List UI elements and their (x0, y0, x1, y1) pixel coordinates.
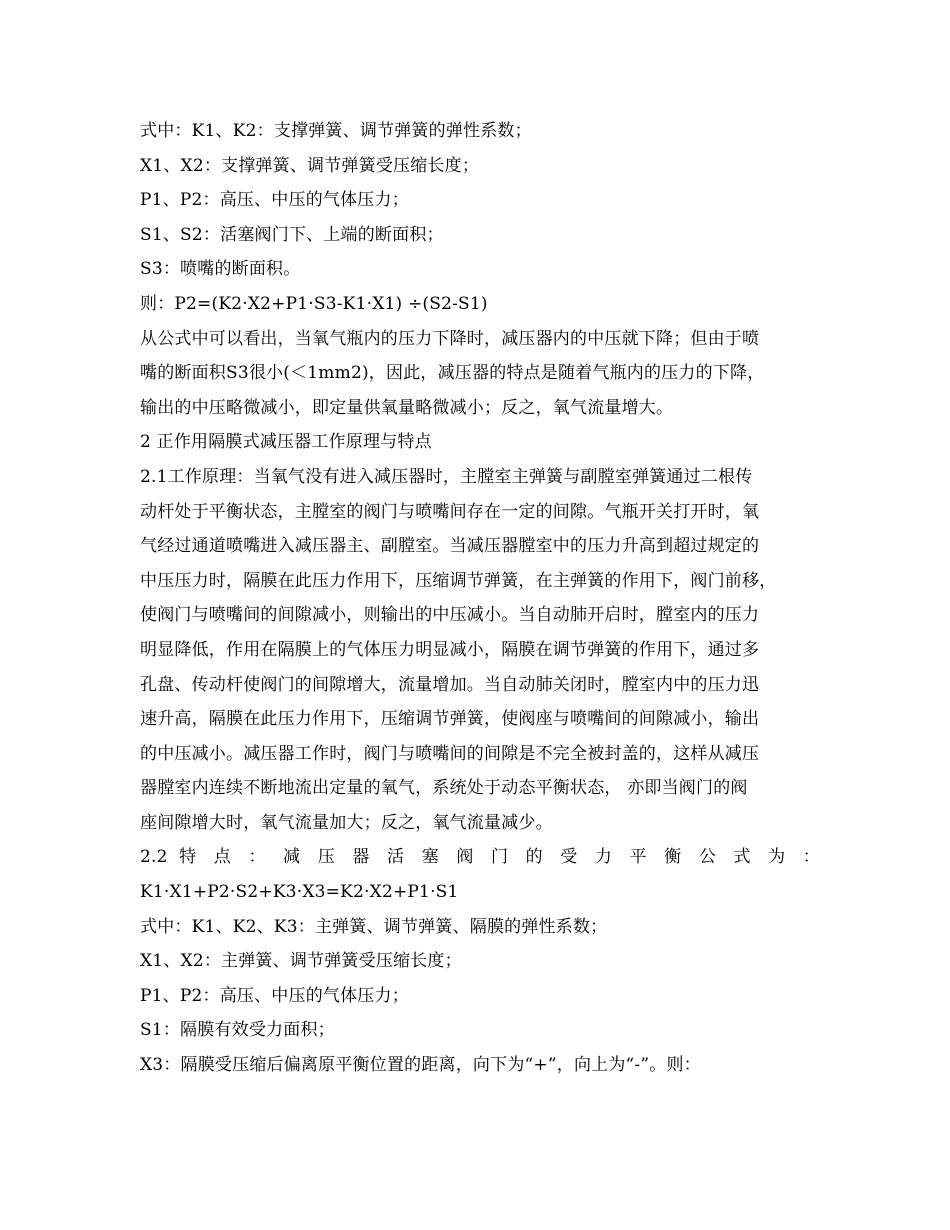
text-line: 嘴的断面积S3很小(＜1mm2)，因此，减压器的特点是随着气瓶内的压力的下降， (140, 363, 765, 384)
section-heading: 2 正作用隔膜式减压器工作原理与特点 (140, 432, 432, 453)
text-line: 输出的中压略微减小，即定量供氧量略微减小；反之，氧气流量增大。 (140, 397, 674, 418)
text-line: 器膛室内连续不断地流出定量的氧气，系统处于动态平衡状态， 亦即当阀门的阀 (140, 778, 748, 799)
formula-line: 则：P2=(K2·X2+P1·S3-K1·X1) ÷(S2-S1) (140, 293, 488, 314)
text-line: X1、X2：支撑弹簧、调节弹簧受压缩长度； (140, 155, 480, 176)
subsection-heading: 2.2 特 点 ： 减 压 器 活 塞 阀 门 的 受 力 平 衡 公 式 为 ： (140, 847, 820, 868)
text-line: S1、S2：活塞阀门下、上端的断面积； (140, 224, 444, 245)
text-line: X1、X2：主弹簧、调节弹簧受压缩长度； (140, 951, 462, 972)
text-line: S1：隔膜有效受力面积； (140, 1020, 335, 1041)
text-line: X3：隔膜受压缩后偏离原平衡位置的距离，向下为“+”，向上为“-”。则： (140, 1055, 701, 1076)
text-line: 的中压减小。减压器工作时，阀门与喷嘴间的间隙是不完全被封盖的，这样从减压 (140, 743, 760, 764)
text-line: 式中：K1、K2：支撑弹簧、调节弹簧的弹性系数； (140, 121, 532, 141)
text-line: P1、P2：高压、中压的气体压力； (140, 190, 409, 211)
text-line: P1、P2：高压、中压的气体压力； (140, 985, 409, 1006)
formula-line: K1·X1+P2·S2+K3·X3=K2·X2+P1·S1 (140, 882, 459, 903)
text-line: 速升高，隔膜在此压力作用下，压缩调节弹簧，使阀座与喷嘴间的间隙减小，输出 (140, 709, 760, 730)
text-line: 气经过通道喷嘴进入减压器主、副膛室。当减压器膛室中的压力升高到超过规定的 (140, 536, 760, 557)
text-line: 动杆处于平衡状态，主膛室的阀门与喷嘴间存在一定的间隙。气瓶开关打开时，氧 (140, 501, 760, 522)
text-line: 使阀门与喷嘴间的间隙减小，则输出的中压减小。当自动肺开启时，膛室内的压力 (140, 605, 760, 626)
text-line: 从公式中可以看出，当氧气瓶内的压力下降时，减压器内的中压就下降；但由于喷 (140, 328, 760, 349)
text-line: 2.1工作原理：当氧气没有进入减压器时，主膛室主弹簧与副膛室弹簧通过二根传 (140, 466, 753, 487)
text-line: 孔盘、传动杆使阀门的间隙增大，流量增加。当自动肺关闭时，膛室内中的压力迅 (140, 674, 760, 695)
document-body (140, 114, 820, 1083)
text-line: 式中：K1、K2、K3：主弹簧、调节弹簧、隔膜的弹性系数； (140, 916, 608, 937)
text-line: 座间隙增大时，氧气流量加大；反之，氧气流量减少。 (140, 812, 553, 833)
text-line: 中压压力时，隔膜在此压力作用下，压缩调节弹簧，在主弹簧的作用下，阀门前移， (140, 570, 777, 591)
text-line: 明显降低，作用在隔膜上的气体压力明显减小，隔膜在调节弹簧的作用下，通过多 (140, 639, 760, 660)
text-line: S3：喷嘴的断面积。 (140, 259, 301, 280)
